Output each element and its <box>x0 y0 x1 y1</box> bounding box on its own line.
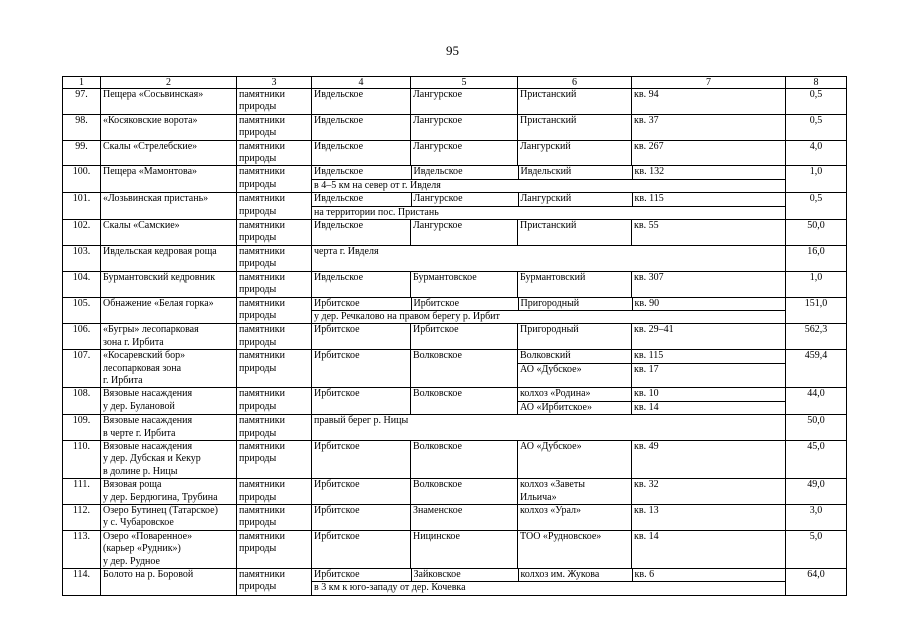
object-type-line: природы <box>239 178 277 190</box>
object-name-line: Пещера «Мамонтова» <box>103 166 198 178</box>
quarter-line: кв. 13 <box>634 505 659 516</box>
col-header-8: 8 <box>786 77 847 89</box>
district-cell: Лангурское <box>411 193 518 206</box>
object-name-line: в долине р. Ницы <box>103 465 178 477</box>
district-cell: Ирбитское <box>411 324 518 350</box>
area-cell: 64,0 <box>786 569 847 596</box>
quarter-line: кв. 115 <box>634 350 664 362</box>
object-type-cell <box>237 388 312 415</box>
quarter-line: кв. 132 <box>634 166 665 178</box>
district-cell: Зайковское <box>411 569 518 582</box>
object-name-cell <box>101 324 237 350</box>
col-header-1: 1 <box>63 77 101 89</box>
table-row <box>63 114 847 140</box>
object-type-line: природы <box>239 232 277 244</box>
register-table <box>62 76 847 596</box>
object-name-cell <box>101 166 237 193</box>
object-type-cell <box>237 166 312 193</box>
unit-cell <box>518 324 632 350</box>
quarter-line: кв. 32 <box>634 479 659 491</box>
object-type-line: памятники <box>239 479 286 491</box>
table-row <box>63 193 847 220</box>
location-subtable <box>312 569 786 595</box>
object-type-cell <box>237 271 312 297</box>
forestry-cell: Ирбитское <box>312 530 411 568</box>
object-name-line: «Косяковские ворота» <box>103 114 198 126</box>
location-note: в 4–5 км на север от г. Ивделя <box>312 179 786 192</box>
object-name-line: «Лозьвинская пристань» <box>103 193 209 205</box>
unit-cell <box>518 140 632 166</box>
district-cell: Волковское <box>411 440 518 478</box>
object-name-cell <box>101 297 237 324</box>
col-header-4: 4 <box>312 77 411 89</box>
district-cell: Волковское <box>411 479 518 505</box>
object-type-line: памятники <box>239 569 286 581</box>
object-name-line: Скалы «Самские» <box>103 220 180 232</box>
quarter-cell <box>632 298 786 311</box>
location-note: у дер. Речкалово на правом берегу р. Ирбит <box>312 310 786 323</box>
quarter-line: кв. 267 <box>634 140 664 152</box>
unit-line: Ивдельский <box>520 166 572 178</box>
table-row <box>63 89 847 115</box>
unit-cell <box>518 569 632 582</box>
object-name-line: Вязовая роща <box>103 479 162 491</box>
district-cell: Лангурское <box>411 220 518 246</box>
object-type-cell <box>237 220 312 246</box>
object-type-cell <box>237 505 312 531</box>
object-type-line: памятники <box>239 530 286 542</box>
location-block <box>312 193 786 220</box>
row-number: 102. <box>63 220 101 246</box>
object-name-line: Озеро Бутинец (Татарское) <box>103 505 218 516</box>
object-name-line: «Косаревский бор» <box>103 350 186 362</box>
quarter-cell <box>632 89 786 115</box>
quarter-cell <box>632 440 786 478</box>
quarter-line: кв. 10 <box>634 388 659 400</box>
object-name-line: у дер. Рудное <box>103 555 160 567</box>
object-name-line: Скалы «Стрелебские» <box>103 140 198 152</box>
object-type-cell <box>237 569 312 596</box>
object-name-line: Озеро «Поваренное» <box>103 530 193 542</box>
quarter-cell <box>632 220 786 246</box>
district-cell: Лангурское <box>411 114 518 140</box>
object-type-line: памятники <box>239 193 286 205</box>
unit-line: АО «Дубское» <box>518 363 631 376</box>
object-name-line: Бурмантовский кедровник <box>103 271 216 283</box>
object-type-line: памятники <box>239 324 286 336</box>
row-number: 105. <box>63 297 101 324</box>
object-type-line: природы <box>239 336 277 348</box>
object-type-line: памятники <box>239 415 286 427</box>
unit-line: Ильича» <box>520 491 557 503</box>
location-note: на территории пос. Пристань <box>312 206 786 219</box>
object-type-cell <box>237 324 312 350</box>
object-type-cell <box>237 245 312 271</box>
table-row <box>63 297 847 324</box>
quarter-cell <box>632 505 786 531</box>
object-name-cell <box>101 415 237 441</box>
object-type-line: памятники <box>239 297 286 309</box>
area-cell: 50,0 <box>786 415 847 441</box>
row-number: 107. <box>63 350 101 388</box>
row-number: 97. <box>63 89 101 115</box>
quarter-cell <box>632 569 786 582</box>
area-cell: 49,0 <box>786 479 847 505</box>
row-number: 104. <box>63 271 101 297</box>
area-cell: 562,3 <box>786 324 847 350</box>
quarter-line: кв. 90 <box>634 297 660 309</box>
quarter-line: кв. 37 <box>634 114 659 126</box>
object-name-line: зона г. Ирбита <box>103 336 164 348</box>
table-row <box>63 220 847 246</box>
object-name-line: у дер. Бердюгина, Трубина <box>103 491 218 503</box>
district-cell: Волковское <box>411 388 518 415</box>
col-header-6: 6 <box>518 77 632 89</box>
forestry-cell: Ивдельское <box>312 166 411 179</box>
table-row <box>63 245 847 271</box>
quarter-line: кв. 49 <box>634 440 659 452</box>
object-name-line: Обнажение «Белая горка» <box>103 297 214 309</box>
area-cell: 5,0 <box>786 530 847 568</box>
unit-line: Бурмантовский <box>520 271 586 283</box>
object-type-line: природы <box>239 400 277 412</box>
unit-line: АО «Дубское» <box>520 440 582 452</box>
forestry-cell: Ивдельское <box>312 220 411 246</box>
unit-line: колхоз им. Жукова <box>520 569 600 581</box>
table-row <box>63 166 847 193</box>
forestry-cell: Ивдельское <box>312 193 411 206</box>
object-name-cell <box>101 569 237 596</box>
quarter-cell <box>632 530 786 568</box>
location-span-cell: правый берег р. Ницы <box>312 415 786 441</box>
object-type-line: памятники <box>239 166 286 178</box>
object-name-line: Вязовые насаждения <box>103 440 193 452</box>
quarter-line: кв. 17 <box>632 363 785 376</box>
unit-cell <box>518 479 632 505</box>
object-type-cell <box>237 140 312 166</box>
area-cell: 50,0 <box>786 220 847 246</box>
object-name-cell <box>101 114 237 140</box>
object-name-cell <box>101 530 237 568</box>
table-row <box>63 530 847 568</box>
unit-line: колхоз «Заветы <box>520 479 585 491</box>
col-header-7: 7 <box>632 77 786 89</box>
unit-cell <box>518 114 632 140</box>
object-type-line: памятники <box>239 388 286 400</box>
unit-line: Пристанский <box>520 89 577 100</box>
unit-cell <box>518 298 632 311</box>
forestry-cell: Ивдельское <box>312 89 411 115</box>
object-type-line: природы <box>239 101 277 113</box>
quarter-line: кв. 14 <box>634 530 659 542</box>
quarter-line: кв. 307 <box>634 271 664 283</box>
district-cell: Волковское <box>411 350 518 388</box>
object-type-line: природы <box>239 127 277 139</box>
district-cell: Ницинское <box>411 530 518 568</box>
forestry-cell: Ирбитское <box>312 298 411 311</box>
area-cell: 16,0 <box>786 245 847 271</box>
row-number: 108. <box>63 388 101 415</box>
district-cell: Ивдельское <box>411 166 518 179</box>
quarter-cell <box>632 166 786 179</box>
row-number: 100. <box>63 166 101 193</box>
quarter-cell <box>632 388 786 415</box>
col-header-5: 5 <box>411 77 518 89</box>
object-type-cell <box>237 114 312 140</box>
object-name-cell <box>101 193 237 220</box>
quarter-line: кв. 14 <box>632 401 785 414</box>
location-subtable <box>312 193 786 219</box>
object-name-cell <box>101 388 237 415</box>
object-name-line: Болото на р. Боровой <box>103 569 194 581</box>
object-type-line: памятники <box>239 140 286 152</box>
table-row <box>63 350 847 388</box>
location-subtable <box>312 166 786 192</box>
object-name-line: Ивдельская кедровая роща <box>103 245 217 257</box>
district-cell: Ирбитское <box>411 298 518 311</box>
forestry-cell: Ирбитское <box>312 479 411 505</box>
forestry-cell: Ирбитское <box>312 440 411 478</box>
object-type-line: природы <box>239 362 277 374</box>
forestry-cell: Ивдельское <box>312 140 411 166</box>
table-row <box>63 140 847 166</box>
object-name-line: в черте г. Ирбита <box>103 427 176 439</box>
row-number: 112. <box>63 505 101 531</box>
unit-cell <box>518 530 632 568</box>
area-cell: 0,5 <box>786 89 847 115</box>
object-name-line: Пещера «Сосьвинская» <box>103 89 204 100</box>
forestry-cell: Ирбитское <box>312 505 411 531</box>
quarter-cell <box>632 350 786 388</box>
quarter-cell <box>632 193 786 206</box>
quarter-cell <box>632 324 786 350</box>
forestry-cell: Ивдельское <box>312 271 411 297</box>
unit-line: Лангурский <box>520 140 571 152</box>
unit-cell <box>518 166 632 179</box>
object-type-line: памятники <box>239 271 286 283</box>
unit-cell <box>518 505 632 531</box>
object-name-line: г. Ирбита <box>103 374 143 386</box>
forestry-cell: Ирбитское <box>312 388 411 415</box>
row-number: 99. <box>63 140 101 166</box>
area-cell: 0,5 <box>786 114 847 140</box>
object-type-line: памятники <box>239 89 286 100</box>
unit-cell <box>518 89 632 115</box>
quarter-line: кв. 115 <box>634 193 664 205</box>
object-type-line: природы <box>239 517 277 529</box>
forestry-cell: Ирбитское <box>312 324 411 350</box>
object-type-line: природы <box>239 205 277 217</box>
quarter-cell <box>632 271 786 297</box>
col-header-2: 2 <box>101 77 237 89</box>
object-name-line: у дер. Дубская и Кекур <box>103 453 201 465</box>
forestry-cell: Ирбитское <box>312 569 411 582</box>
object-type-cell <box>237 530 312 568</box>
unit-cell <box>518 350 632 388</box>
table-row <box>63 415 847 441</box>
object-type-line: природы <box>239 153 277 165</box>
location-span-cell: черта г. Ивделя <box>312 245 786 271</box>
object-name-cell <box>101 140 237 166</box>
unit-line: колхоз «Родина» <box>520 388 591 400</box>
object-type-line: природы <box>239 427 277 439</box>
object-name-line: «Бугры» лесопарковая <box>103 324 199 336</box>
object-type-line: природы <box>239 284 277 296</box>
object-type-line: памятники <box>239 350 286 362</box>
object-name-line: (карьер «Рудник») <box>103 543 181 555</box>
object-name-cell <box>101 245 237 271</box>
unit-line: Пригородный <box>520 324 579 336</box>
row-number: 111. <box>63 479 101 505</box>
col-header-3: 3 <box>237 77 312 89</box>
area-cell: 45,0 <box>786 440 847 478</box>
unit-line: колхоз «Урал» <box>520 505 581 516</box>
quarter-line: кв. 29–41 <box>634 324 674 336</box>
row-number: 114. <box>63 569 101 596</box>
unit-line: АО «Ирбитское» <box>518 401 631 414</box>
unit-line: Пригородный <box>520 297 580 309</box>
location-subtable <box>312 298 786 324</box>
object-type-cell <box>237 89 312 115</box>
row-number: 109. <box>63 415 101 441</box>
object-type-line: памятники <box>239 505 286 516</box>
quarter-cell <box>632 140 786 166</box>
object-type-line: природы <box>239 581 277 593</box>
table-row <box>63 569 847 596</box>
row-number: 106. <box>63 324 101 350</box>
object-name-cell <box>101 350 237 388</box>
object-name-cell <box>101 479 237 505</box>
header-row <box>63 77 847 89</box>
object-name-cell <box>101 505 237 531</box>
location-block <box>312 297 786 324</box>
unit-cell <box>518 193 632 206</box>
location-note: в 3 км к юго-западу от дер. Кочевка <box>312 582 786 595</box>
area-cell: 3,0 <box>786 505 847 531</box>
object-type-cell <box>237 415 312 441</box>
object-type-line: памятники <box>239 114 286 126</box>
quarter-cell <box>632 479 786 505</box>
location-block <box>312 166 786 193</box>
object-type-line: памятники <box>239 245 286 257</box>
object-type-line: природы <box>239 453 277 465</box>
object-type-line: памятники <box>239 440 286 452</box>
object-name-line: у дер. Булановой <box>103 400 175 412</box>
unit-cell <box>518 440 632 478</box>
district-cell: Лангурское <box>411 140 518 166</box>
row-number: 113. <box>63 530 101 568</box>
object-name-line: у с. Чубаровское <box>103 517 174 529</box>
unit-line: ТОО «Рудновское» <box>520 530 602 542</box>
page-number: 95 <box>446 43 459 58</box>
area-cell: 151,0 <box>786 297 847 324</box>
quarter-line: кв. 94 <box>634 89 659 100</box>
object-name-cell <box>101 220 237 246</box>
table-row <box>63 271 847 297</box>
district-cell: Бурмантовское <box>411 271 518 297</box>
forestry-cell: Ирбитское <box>312 350 411 388</box>
unit-line: Пристанский <box>520 220 577 232</box>
object-type-line: памятники <box>239 220 286 232</box>
object-type-cell <box>237 297 312 324</box>
quarter-line: кв. 6 <box>634 569 655 581</box>
area-cell: 1,0 <box>786 271 847 297</box>
object-type-cell <box>237 440 312 478</box>
district-cell: Знаменское <box>411 505 518 531</box>
row-number: 101. <box>63 193 101 220</box>
object-name-line: Вязовые насаждения <box>103 415 193 427</box>
table-row <box>63 479 847 505</box>
object-type-cell <box>237 193 312 220</box>
object-name-line: лесопарковая зона <box>103 362 182 374</box>
area-cell: 1,0 <box>786 166 847 193</box>
object-type-line: природы <box>239 543 277 555</box>
forestry-cell: Ивдельское <box>312 114 411 140</box>
row-number: 98. <box>63 114 101 140</box>
unit-cell <box>518 220 632 246</box>
row-number: 103. <box>63 245 101 271</box>
object-type-line: природы <box>239 258 277 270</box>
area-cell: 0,5 <box>786 193 847 220</box>
area-cell: 4,0 <box>786 140 847 166</box>
area-cell: 44,0 <box>786 388 847 415</box>
unit-cell <box>518 271 632 297</box>
area-cell: 459,4 <box>786 350 847 388</box>
object-type-cell <box>237 350 312 388</box>
object-name-cell <box>101 440 237 478</box>
object-type-line: природы <box>239 491 277 503</box>
table-row <box>63 388 847 415</box>
table-row <box>63 440 847 478</box>
district-cell: Лангурское <box>411 89 518 115</box>
quarter-cell <box>632 114 786 140</box>
object-name-line: Вязовые насаждения <box>103 388 193 400</box>
unit-line: Пристанский <box>520 114 577 126</box>
object-type-cell <box>237 479 312 505</box>
object-name-cell <box>101 271 237 297</box>
quarter-line: кв. 55 <box>634 220 659 232</box>
location-block <box>312 569 786 596</box>
table-row <box>63 505 847 531</box>
row-number: 110. <box>63 440 101 478</box>
table-row <box>63 324 847 350</box>
object-type-line: природы <box>239 309 277 321</box>
unit-line: Лангурский <box>520 193 572 205</box>
object-name-cell <box>101 89 237 115</box>
unit-line: Волковский <box>520 350 571 362</box>
unit-cell <box>518 388 632 415</box>
